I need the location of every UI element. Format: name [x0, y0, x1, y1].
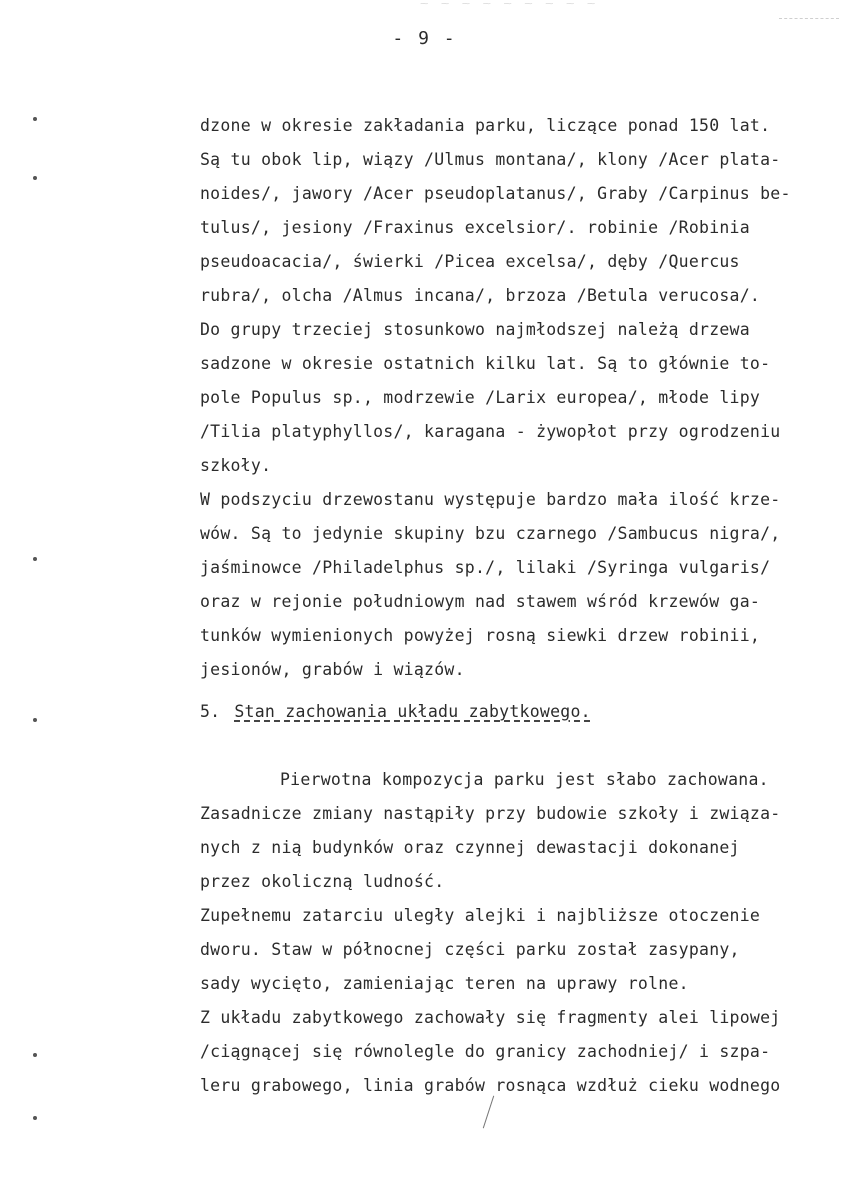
text-line: Z układu zabytkowego zachowały się fragmenty alei lipowej — [200, 1008, 781, 1027]
paragraph-composition — [200, 763, 815, 899]
bleed-through-marks: ~ ~ ~ ~ ~ ~ ~ ~ ~ — [420, 0, 598, 8]
text-line: /Tilia platyphyllos/, karagana - żywopłot przy ogrodzeniu — [200, 422, 781, 441]
section-number: 5. — [200, 702, 221, 721]
margin-punch-dot — [33, 176, 37, 180]
paragraph-erasure — [200, 899, 815, 1001]
text-line: rubra/, olcha /Almus incana/, brzoza /Betula verucosa/. — [200, 286, 761, 305]
paragraph-undergrowth — [200, 483, 815, 687]
margin-punch-dot — [33, 1116, 37, 1120]
text-line: noides/, jawory /Acer pseudoplatanus/, Graby /Carpinus be- — [200, 184, 791, 203]
text-line: dworu. Staw w północnej części parku został zasypany, — [200, 940, 740, 959]
text-line: nych z nią budynków oraz czynnej dewastacji dokonanej — [200, 838, 740, 857]
text-line: jesionów, grabów i wiązów. — [200, 660, 465, 679]
text-line: jaśminowce /Philadelphus sp./, lilaki /Syringa vulgaris/ — [200, 558, 771, 577]
document-body — [200, 109, 815, 1103]
text-line: Pierwotna kompozycja parku jest słabo zachowana. — [280, 770, 769, 789]
margin-punch-dot — [33, 557, 37, 561]
text-line: sady wycięto, zamieniając teren na uprawy rolne. — [200, 974, 689, 993]
margin-punch-dot — [33, 1053, 37, 1057]
margin-punch-dot — [33, 718, 37, 722]
text-line: wów. Są to jedynie skupiny bzu czarnego /Sambucus nigra/, — [200, 524, 781, 543]
text-line: dzone w okresie zakładania parku, liczące ponad 150 lat. — [200, 116, 771, 135]
text-line: szkoły. — [200, 456, 272, 475]
text-line: Są tu obok lip, wiązy /Ulmus montana/, klony /Acer plata- — [200, 150, 781, 169]
text-line: sadzone w okresie ostatnich kilku lat. Są to głównie to- — [200, 354, 771, 373]
text-line: Do grupy trzeciej stosunkowo najmłodszej należą drzewa — [200, 320, 750, 339]
paragraph-trees — [200, 109, 815, 483]
text-line: Zupełnemu zatarciu uległy alejki i najbliższe otoczenie — [200, 906, 761, 925]
text-line: oraz w rejonie południowym nad stawem wśród krzewów ga- — [200, 592, 761, 611]
text-line: pole Populus sp., modrzewie /Larix europea/, młode lipy — [200, 388, 761, 407]
text-line: Zasadnicze zmiany nastąpiły przy budowie szkoły i związa- — [200, 804, 781, 823]
text-line: leru grabowego, linia grabów rosnąca wzdłuż cieku wodnego — [200, 1076, 781, 1095]
text-line: przez okoliczną ludność. — [200, 872, 445, 891]
text-line: W podszyciu drzewostanu występuje bardzo mała ilość krze- — [200, 490, 781, 509]
text-line: tunków wymienionych powyżej rosną siewki drzew robinii, — [200, 626, 761, 645]
corner-scribble — [779, 4, 839, 19]
margin-punch-dot — [33, 117, 37, 121]
paragraph-preserved — [200, 1001, 815, 1103]
text-line: pseudoacacia/, świerki /Picea excelsa/, dęby /Quercus — [200, 252, 740, 271]
text-line: tulus/, jesiony /Fraxinus excelsior/. robinie /Robinia — [200, 218, 750, 237]
section-heading — [200, 695, 815, 729]
page-number: - 9 - — [392, 28, 457, 49]
text-line: /ciągnącej się równolegle do granicy zachodniej/ i szpa- — [200, 1042, 771, 1061]
section-title: Stan zachowania układu zabytkowego. — [234, 702, 591, 721]
